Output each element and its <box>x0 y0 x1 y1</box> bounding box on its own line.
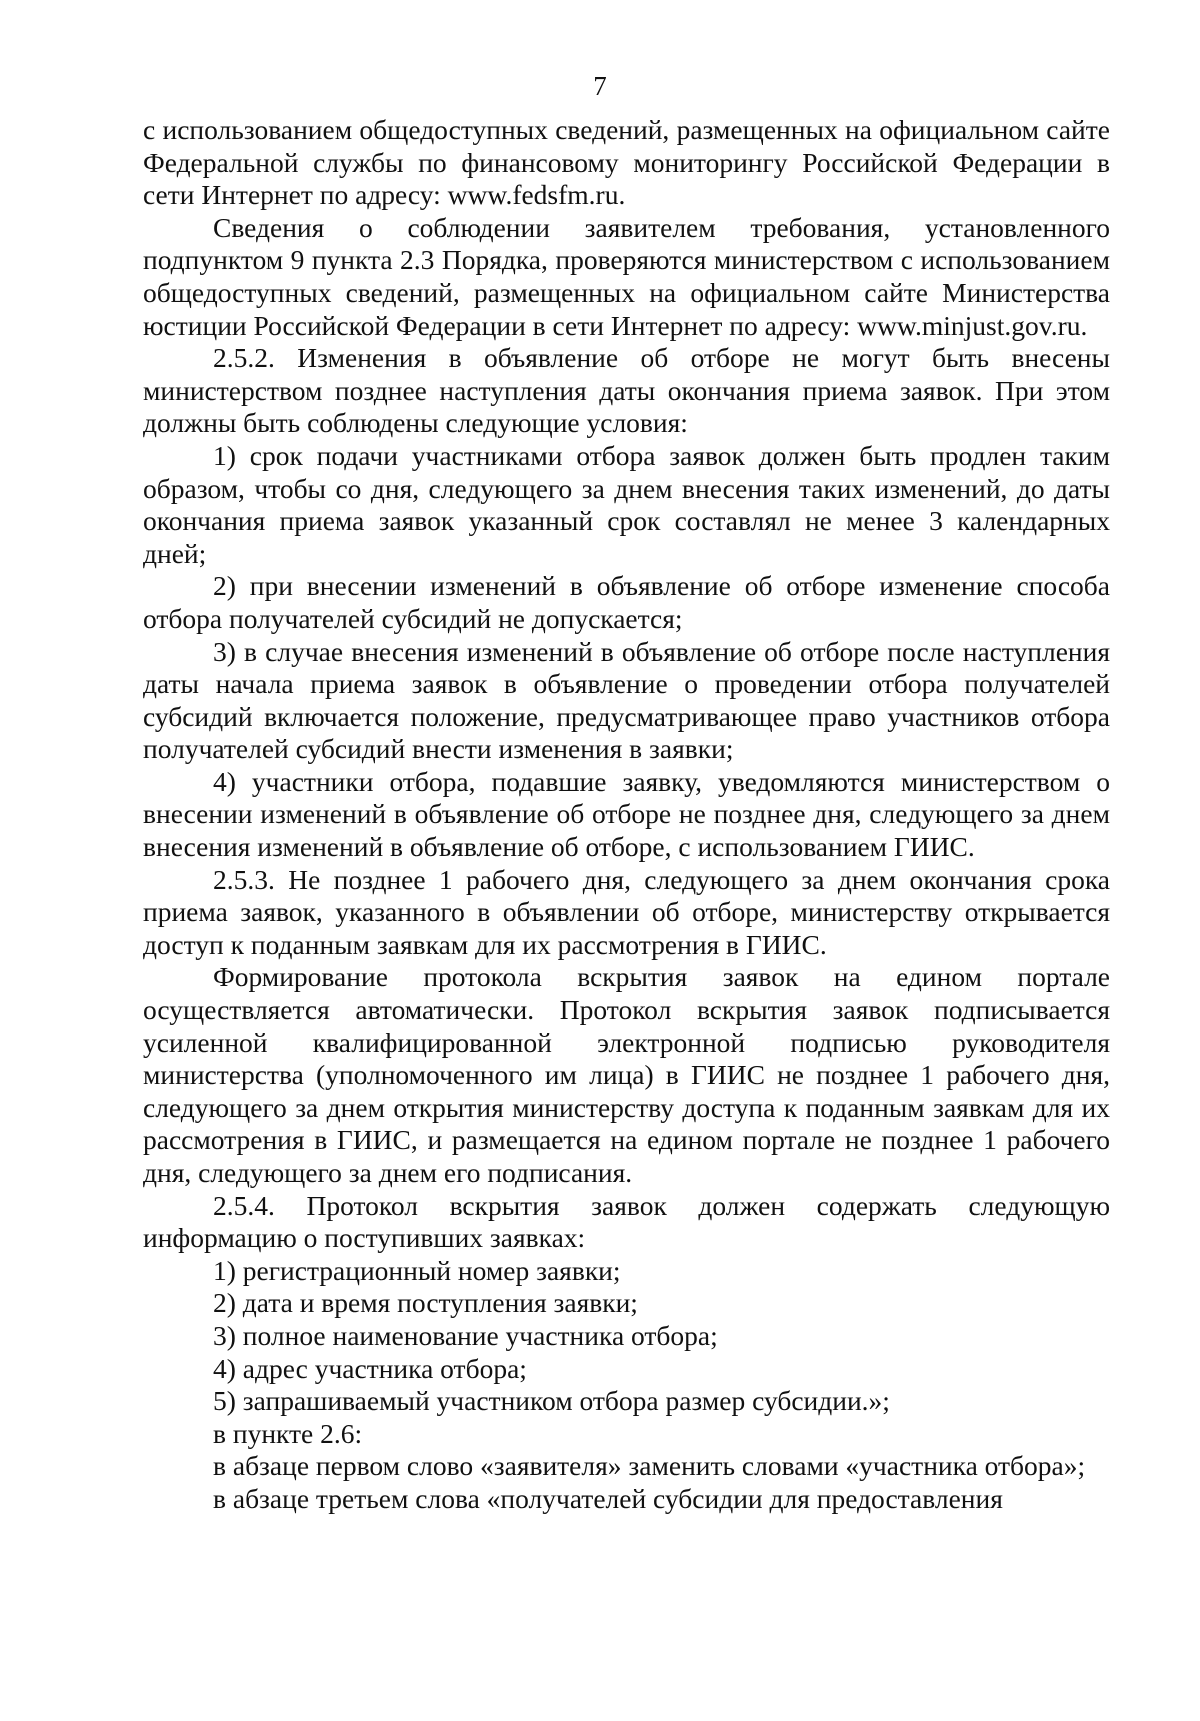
list-item: 2) дата и время поступления заявки; <box>213 1287 638 1319</box>
list-item: 1) регистрационный номер заявки; <box>213 1254 621 1286</box>
paragraph: Сведения о соблюдении заявителем требования, установленного подпунктом 9 пункта 2.3 Порядка, проверяются министерством с использованием общедоступных сведений, размещенных на официальном сайте Министерства юстиции Российской Федерации в сети Интернет по адресу: www.minjust.gov.ru. <box>143 211 1110 341</box>
document-body <box>143 114 1110 1516</box>
paragraph: в абзаце третьем слова «получателей субсидии для предоставления <box>213 1482 1003 1514</box>
list-item: 3) полное наименование участника отбора; <box>213 1319 718 1351</box>
list-item: 4) адрес участника отбора; <box>213 1352 527 1384</box>
page-number: 7 <box>593 71 607 101</box>
paragraph: 1) срок подачи участниками отбора заявок должен быть продлен таким образом, чтобы со дня, следующего за днем внесения таких изменений, до даты окончания приема заявок указанный срок составлял не менее 3 календарных дней; <box>143 439 1110 569</box>
list-item: 5) запрашиваемый участником отбора размер субсидии.»; <box>213 1385 890 1417</box>
paragraph: 2.5.3. Не позднее 1 рабочего дня, следующего за днем окончания срока приема заявок, указанного в объявлении об отборе, министерству открывается доступ к поданным заявкам для их рассмотрения в ГИИС. <box>143 863 1110 960</box>
paragraph: в абзаце первом слово «заявителя» заменить словами «участника отбора»; <box>213 1450 1086 1482</box>
paragraph: 2.5.2. Изменения в объявление об отборе не могут быть внесены министерством позднее наступления даты окончания приема заявок. При этом должны быть соблюдены следующие условия: <box>143 342 1110 439</box>
list-item: в пункте 2.6: <box>213 1417 363 1449</box>
paragraph: с использованием общедоступных сведений, размещенных на официальном сайте Федеральной службы по финансовому мониторингу Российской Федерации в сети Интернет по адресу: www.fedsfm.ru. <box>143 114 1110 211</box>
paragraph: 2) при внесении изменений в объявление об отборе изменение способа отбора получателей субсидий не допускается; <box>143 570 1110 634</box>
paragraph: 3) в случае внесения изменений в объявление об отборе после наступления даты начала приема заявок в объявление о проведении отбора получателей субсидий включается положение, предусматривающее право участников отбора получателей субсидий внести изменения в заявки; <box>143 635 1110 765</box>
paragraph: Формирование протокола вскрытия заявок на едином портале осуществляется автоматически. Протокол вскрытия заявок подписывается усиленной квалифицированной электронной подписью руководителя министерства (уполномоченного им лица) в ГИИС не позднее 1 рабочего дня, следующего за днем открытия министерству доступа к поданным заявкам для их рассмотрения в ГИИС, и размещается на едином портале не позднее 1 рабочего дня, следующего за днем его подписания. <box>143 961 1110 1188</box>
paragraph: 4) участники отбора, подавшие заявку, уведомляются министерством о внесении изменений в объявление об отборе не позднее дня, следующего за днем внесения изменений в объявление об отборе, с использованием ГИИС. <box>143 765 1110 863</box>
paragraph: 2.5.4. Протокол вскрытия заявок должен содержать следующую информацию о поступивших заявках: <box>143 1189 1110 1254</box>
